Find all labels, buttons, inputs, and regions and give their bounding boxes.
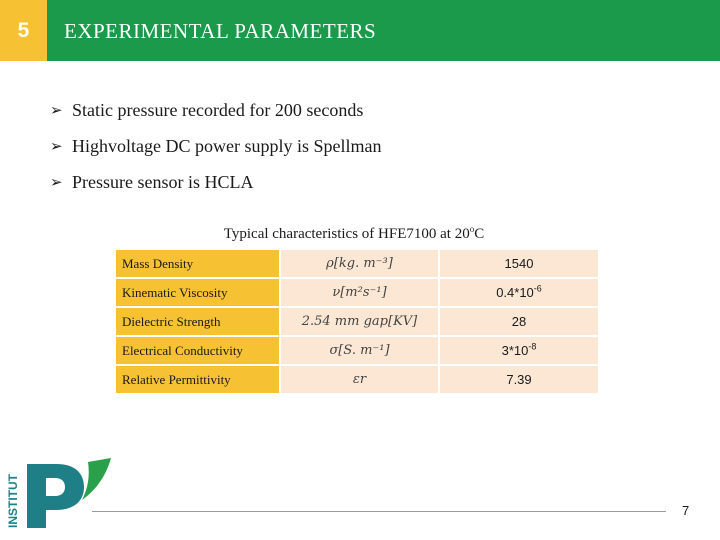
bullet-text: Highvoltage DC power supply is Spellman <box>72 135 382 156</box>
value-text: 3*10 <box>501 343 529 358</box>
footer-divider <box>92 511 666 512</box>
table-row <box>116 250 598 279</box>
bullet-text: Pressure sensor is HCLA <box>72 171 254 192</box>
section-number-box <box>0 0 47 61</box>
property-name: Electrical Conductivity <box>116 337 279 366</box>
table-caption <box>0 226 720 243</box>
property-symbol: σ[S. m⁻¹] <box>281 337 438 366</box>
arrowhead-bullet-icon: ➢ <box>50 173 63 191</box>
value-exponent: -6 <box>533 283 542 294</box>
slide-title: EXPERIMENTAL PARAMETERS <box>64 19 377 43</box>
logo-leaf-icon <box>82 458 111 500</box>
arrowhead-bullet-icon: ➢ <box>50 101 63 119</box>
value-text: 1540 <box>504 256 534 271</box>
property-value <box>440 279 598 308</box>
page-number: 7 <box>682 503 690 518</box>
property-name: Kinematic Viscosity <box>116 279 279 308</box>
property-value <box>440 337 598 366</box>
arrowhead-bullet-icon: ➢ <box>50 137 63 155</box>
table-row <box>116 337 598 366</box>
value-text: 0.4*10 <box>496 285 534 300</box>
value-exponent: -8 <box>528 341 537 352</box>
property-name: Relative Permittivity <box>116 366 279 395</box>
table-row <box>116 366 598 395</box>
caption-unit: C <box>474 226 485 242</box>
property-name: Mass Density <box>116 250 279 279</box>
table-row <box>116 279 598 308</box>
table-row <box>116 308 598 337</box>
property-symbol: ρ[kg. m⁻³] <box>281 250 438 279</box>
property-value <box>440 308 598 337</box>
bullet-item <box>50 92 381 128</box>
section-number: 5 <box>17 19 30 42</box>
value-text: 28 <box>511 314 527 329</box>
institut-logo <box>0 456 115 534</box>
property-symbol: 2.54 mm gap[KV] <box>281 308 438 337</box>
bullet-list <box>50 92 381 200</box>
property-name: Dielectric Strength <box>116 308 279 337</box>
value-text: 7.39 <box>506 372 532 387</box>
bullet-text: Static pressure recorded for 200 seconds <box>72 99 364 120</box>
bullet-item <box>50 128 381 164</box>
logo-text: INSTITUT <box>6 474 20 528</box>
caption-degree: o <box>469 224 475 234</box>
property-value <box>440 250 598 279</box>
caption-text: Typical characteristics of HFE7100 at 20 <box>223 226 470 242</box>
characteristics-table <box>114 250 600 395</box>
property-symbol: ν[m²s⁻¹] <box>281 279 438 308</box>
property-value <box>440 366 598 395</box>
property-symbol: εr <box>281 366 438 395</box>
bullet-item <box>50 164 381 200</box>
logo-p-icon <box>27 464 84 528</box>
